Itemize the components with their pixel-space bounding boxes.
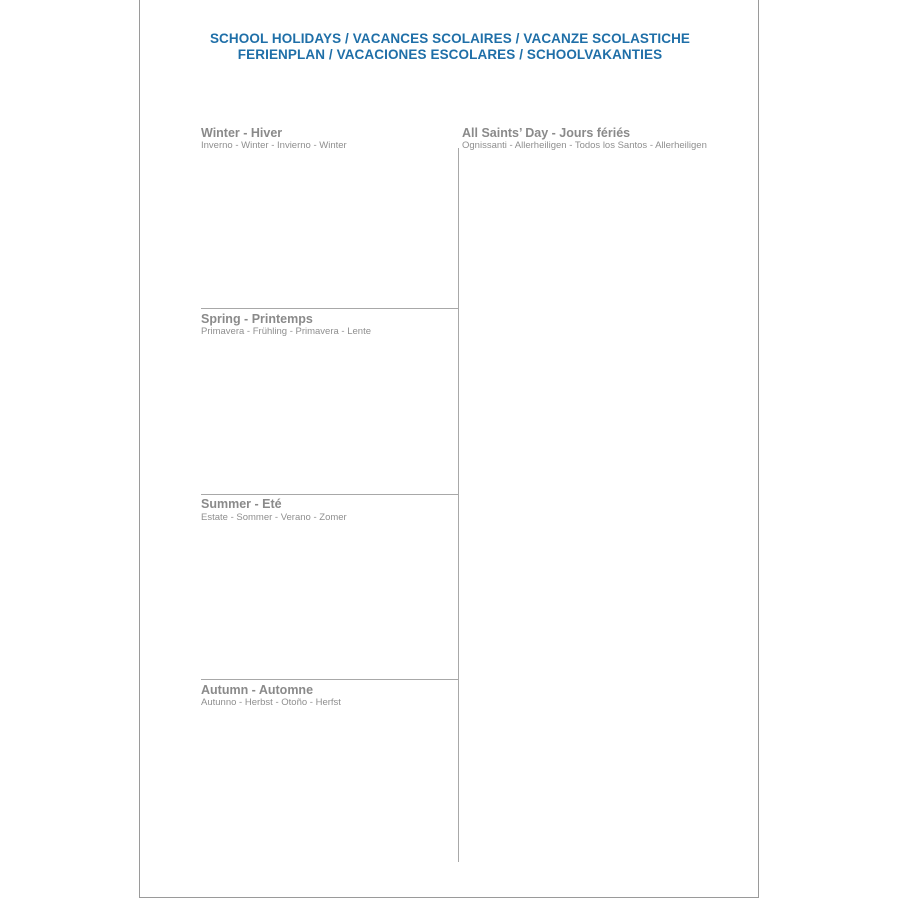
summer-autumn-divider — [201, 679, 459, 680]
summer-section-subtitle: Estate - Sommer - Verano - Zomer — [201, 512, 347, 523]
all-saints-section-subtitle: Ognissanti - Allerheiligen - Todos los Santos - Allerheiligen — [462, 140, 707, 151]
winter-section-title: Winter - Hiver — [201, 126, 283, 140]
spring-section-subtitle: Primavera - Frühling - Primavera - Lente — [201, 326, 371, 337]
holiday-planner-page — [139, 0, 759, 898]
column-divider — [458, 148, 459, 862]
spring-summer-divider — [201, 494, 459, 495]
winter-section-subtitle: Inverno - Winter - Invierno - Winter — [201, 140, 347, 151]
autumn-section-subtitle: Autunno - Herbst - Otoño - Herfst — [201, 697, 341, 708]
summer-section-title: Summer - Eté — [201, 497, 282, 511]
winter-spring-divider — [201, 308, 459, 309]
spring-section-title: Spring - Printemps — [201, 312, 313, 326]
autumn-section-title: Autumn - Automne — [201, 683, 314, 697]
all-saints-section-title: All Saints’ Day - Jours fériés — [462, 126, 631, 140]
page-title-line-2: FERIENPLAN / VACACIONES ESCOLARES / SCHOOLVAKANTIES — [237, 47, 663, 62]
page-title-line-1: SCHOOL HOLIDAYS / VACANCES SCOLAIRES / VACANZE SCOLASTICHE — [209, 31, 691, 46]
